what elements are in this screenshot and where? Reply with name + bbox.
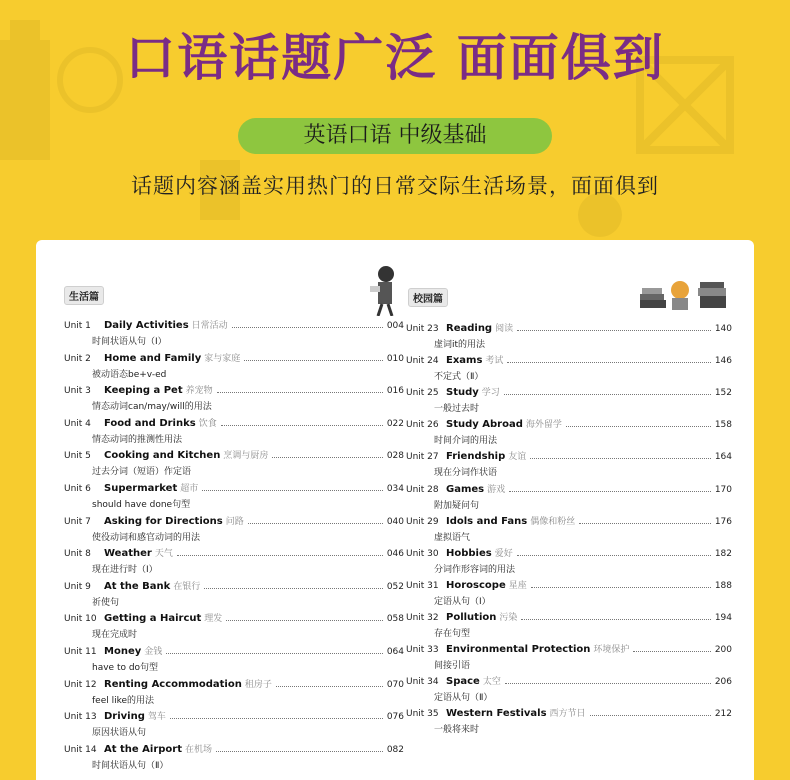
toc-entry xyxy=(64,611,404,643)
topic-english: Idols and Fans xyxy=(446,515,528,527)
topic-chinese: 养宠物 xyxy=(185,386,213,397)
page-number: 058 xyxy=(386,614,404,625)
topic-chinese: 友谊 xyxy=(508,452,527,463)
topic-english: Food and Drinks xyxy=(104,417,196,429)
topic-english: Home and Family xyxy=(104,352,202,364)
leader-dots xyxy=(248,515,383,524)
toc-entry-heading xyxy=(406,385,732,401)
topic-english: Asking for Directions xyxy=(104,515,223,527)
leader-dots xyxy=(507,354,710,363)
leader-dots xyxy=(272,449,382,458)
topic-english: Study Abroad xyxy=(446,419,523,431)
toc-entry-heading xyxy=(64,318,404,334)
toc-entry-heading xyxy=(406,546,732,562)
topic-english: Weather xyxy=(104,548,152,560)
grammar-point: 附加疑问句 xyxy=(434,500,480,511)
page-number: 076 xyxy=(386,712,404,723)
toc-entry-heading xyxy=(406,610,732,626)
leader-dots xyxy=(633,643,710,652)
leader-dots xyxy=(590,707,711,716)
leader-dots xyxy=(166,645,383,654)
page-number: 212 xyxy=(714,709,732,720)
toc-entry-heading xyxy=(64,546,404,562)
topic-chinese: 偶像和粉丝 xyxy=(530,516,576,527)
topic-english: Environmental Protection xyxy=(446,644,591,655)
page-number: 016 xyxy=(386,386,404,397)
page-number: 046 xyxy=(386,549,404,560)
toc-entry xyxy=(64,644,404,676)
leader-dots xyxy=(226,612,383,621)
topic-english: Reading xyxy=(446,323,493,334)
leader-dots xyxy=(521,611,710,620)
topic-chinese: 在银行 xyxy=(173,581,201,592)
grammar-point: 现在进行时（Ⅰ） xyxy=(92,565,158,576)
topic-english: Hobbies xyxy=(446,547,492,559)
unit-number: Unit 33 xyxy=(406,645,439,655)
grammar-point: 祈使句 xyxy=(92,597,120,608)
unit-number: Unit 5 xyxy=(64,451,91,462)
grammar-point: 时间状语从句（Ⅱ） xyxy=(92,760,169,771)
leader-dots xyxy=(232,319,383,328)
toc-entry xyxy=(64,546,404,578)
topic-chinese: 家与家庭 xyxy=(204,353,241,364)
topic-chinese: 日常活动 xyxy=(191,321,228,331)
topic-english: Western Festivals xyxy=(446,708,547,720)
page-number: 158 xyxy=(714,420,732,431)
topic-english: Horoscope xyxy=(446,579,506,591)
grammar-point: 情态动词can/may/will的用法 xyxy=(92,402,212,413)
toc-entry-heading xyxy=(64,709,404,725)
topic-english: Cooking and Kitchen xyxy=(104,450,221,462)
leader-dots xyxy=(531,579,711,588)
page-number: 022 xyxy=(386,418,404,429)
toc-entry xyxy=(64,709,404,741)
topic-chinese: 阅读 xyxy=(495,324,514,334)
topic-chinese: 超市 xyxy=(180,484,199,494)
grammar-point: 存在句型 xyxy=(434,628,471,639)
topic-chinese: 理发 xyxy=(204,614,223,625)
leader-dots xyxy=(170,710,383,719)
grammar-point: 虚词it的用法 xyxy=(434,340,486,350)
grammar-point: 定语从句（Ⅰ） xyxy=(434,596,491,607)
topic-english: Renting Accommodation xyxy=(104,678,242,690)
grammar-point: 时间介词的用法 xyxy=(434,436,498,447)
page-number: 194 xyxy=(714,612,732,623)
leader-dots xyxy=(579,515,711,524)
description: 话题内容涵盖实用热门的日常交际生活场景，面面俱到 xyxy=(131,174,659,198)
leader-dots xyxy=(276,678,383,687)
toc-entry xyxy=(64,677,404,709)
toc-entry xyxy=(406,674,732,706)
topic-english: Money xyxy=(104,646,142,657)
topic-english: Space xyxy=(446,676,480,688)
leader-dots xyxy=(244,352,383,361)
unit-number: Unit 3 xyxy=(64,386,91,397)
topic-english: Study xyxy=(446,387,479,399)
leader-dots xyxy=(177,547,383,556)
leader-dots xyxy=(517,547,711,556)
section-tag-life: 生活篇 xyxy=(64,286,104,305)
unit-number: Unit 30 xyxy=(406,548,439,559)
topic-chinese: 环境保护 xyxy=(593,645,630,655)
toc-entry xyxy=(406,642,732,674)
topic-chinese: 问路 xyxy=(225,516,244,527)
toc-entry-heading xyxy=(406,321,732,337)
grammar-point: 定语从句（Ⅱ） xyxy=(434,693,493,704)
topic-chinese: 星座 xyxy=(508,580,527,591)
unit-number: Unit 14 xyxy=(64,744,97,755)
grammar-point: 使役动词和感官动词的用法 xyxy=(92,532,201,543)
leader-dots xyxy=(530,450,711,459)
toc-entry xyxy=(406,482,732,514)
unit-number: Unit 27 xyxy=(406,452,439,463)
toc-entry xyxy=(406,321,732,353)
leader-dots xyxy=(517,322,711,331)
page-number: 028 xyxy=(386,451,404,462)
toc-entry-heading xyxy=(406,353,732,369)
leader-dots xyxy=(217,384,383,393)
leader-dots xyxy=(505,675,711,684)
grammar-point: 虚拟语气 xyxy=(434,532,471,543)
toc-entry-heading xyxy=(64,514,404,530)
topic-chinese: 租房子 xyxy=(244,679,272,690)
toc-entry-heading xyxy=(64,383,404,399)
toc-entry xyxy=(64,448,404,480)
toc-entry-heading xyxy=(406,417,732,433)
toc-entry xyxy=(406,610,732,642)
toc-entry xyxy=(406,385,732,417)
grammar-point: 一般过去时 xyxy=(434,404,480,415)
toc-entry-heading xyxy=(64,677,404,693)
topic-chinese: 驾车 xyxy=(147,712,166,723)
grammar-point: 现在完成时 xyxy=(92,630,138,641)
grammar-point: 间接引语 xyxy=(434,661,471,671)
grammar-point: 原因状语从句 xyxy=(92,728,147,739)
unit-number: Unit 1 xyxy=(64,321,91,331)
page-number: 140 xyxy=(714,324,732,334)
toc-entry-heading xyxy=(406,642,732,658)
toc-entry xyxy=(406,578,732,610)
page-number: 004 xyxy=(386,321,404,331)
page-number: 176 xyxy=(714,516,732,527)
unit-number: Unit 34 xyxy=(406,677,439,688)
unit-number: Unit 9 xyxy=(64,581,91,592)
page-number: 170 xyxy=(714,484,732,495)
unit-number: Unit 2 xyxy=(64,353,91,364)
unit-number: Unit 25 xyxy=(406,388,439,399)
toc-entry xyxy=(64,383,404,415)
grammar-point: should have done句型 xyxy=(92,500,191,510)
page-title: 口语话题广泛 面面俱到 xyxy=(125,29,665,87)
topic-english: Daily Activities xyxy=(104,320,189,331)
topic-chinese: 烹调与厨房 xyxy=(223,451,269,462)
topic-english: Keeping a Pet xyxy=(104,385,183,397)
character-illustration xyxy=(364,264,404,316)
page-number: 052 xyxy=(386,581,404,592)
page-number: 146 xyxy=(714,356,732,367)
topic-chinese: 在机场 xyxy=(185,744,213,755)
unit-number: Unit 10 xyxy=(64,614,97,625)
unit-number: Unit 7 xyxy=(64,516,91,527)
leader-dots xyxy=(221,417,383,426)
topic-english: At the Bank xyxy=(104,580,171,592)
page-number: 070 xyxy=(386,679,404,690)
toc-entry-heading xyxy=(64,351,404,367)
leader-dots xyxy=(509,483,711,492)
contents-panel xyxy=(36,240,754,780)
topic-chinese: 西方节日 xyxy=(549,709,586,720)
toc-entry-heading xyxy=(406,578,732,594)
leader-dots xyxy=(216,743,383,752)
grammar-point: 过去分词（短语）作定语 xyxy=(92,467,192,478)
unit-number: Unit 26 xyxy=(406,420,439,431)
leader-dots xyxy=(566,418,711,427)
page-number: 034 xyxy=(386,484,404,494)
grammar-point: have to do句型 xyxy=(92,663,159,673)
unit-number: Unit 11 xyxy=(64,647,97,657)
unit-number: Unit 12 xyxy=(64,679,97,690)
unit-number: Unit 29 xyxy=(406,516,439,527)
topic-chinese: 考试 xyxy=(485,356,504,367)
page-number: 182 xyxy=(714,548,732,559)
topic-chinese: 金钱 xyxy=(144,647,163,657)
page-number: 040 xyxy=(386,516,404,527)
page-number: 206 xyxy=(714,677,732,688)
toc-entry xyxy=(64,416,404,448)
toc-entry xyxy=(64,318,404,350)
topic-chinese: 海外留学 xyxy=(525,420,562,431)
grammar-point: 分词作形容词的用法 xyxy=(434,564,516,575)
leader-dots xyxy=(504,386,711,395)
toc-entry xyxy=(64,514,404,546)
topic-english: Driving xyxy=(104,711,145,723)
toc-entry-heading xyxy=(406,449,732,465)
page-number: 064 xyxy=(386,647,404,657)
grammar-point: feel like的用法 xyxy=(92,695,155,706)
topic-chinese: 太空 xyxy=(482,677,501,688)
toc-entry xyxy=(406,417,732,449)
toc-entry xyxy=(64,579,404,611)
grammar-point: 时间状语从句（Ⅰ） xyxy=(92,337,167,347)
grammar-point: 一般将来时 xyxy=(434,725,480,736)
unit-number: Unit 28 xyxy=(406,484,439,495)
topic-english: Exams xyxy=(446,355,483,367)
unit-number: Unit 35 xyxy=(406,709,439,720)
toc-entry-heading xyxy=(64,481,404,497)
topic-english: Friendship xyxy=(446,451,506,463)
page-number: 082 xyxy=(386,744,404,755)
section-tag-campus: 校园篇 xyxy=(408,288,448,307)
topic-chinese: 爱好 xyxy=(494,548,513,559)
topic-chinese: 学习 xyxy=(481,388,500,399)
unit-number: Unit 32 xyxy=(406,612,439,623)
toc-entry xyxy=(406,449,732,481)
toc-entry xyxy=(406,514,732,546)
toc-entry-heading xyxy=(406,514,732,530)
unit-number: Unit 23 xyxy=(406,324,439,334)
toc-entry-heading xyxy=(64,448,404,464)
leader-dots xyxy=(204,580,382,589)
subtitle-pill: 英语口语 中级基础 xyxy=(238,118,552,154)
toc-entry xyxy=(406,706,732,738)
grammar-point: 被动语态be+v-ed xyxy=(92,369,167,380)
grammar-point: 现在分词作状语 xyxy=(434,468,498,479)
toc-entry-heading xyxy=(64,611,404,627)
topic-english: Getting a Haircut xyxy=(104,613,202,625)
unit-number: Unit 8 xyxy=(64,549,91,560)
topic-english: Supermarket xyxy=(104,483,178,494)
topic-english: Games xyxy=(446,483,485,495)
topic-chinese: 天气 xyxy=(154,549,173,560)
toc-entry-heading xyxy=(406,482,732,498)
toc-entry xyxy=(64,351,404,383)
toc-entry-heading xyxy=(64,416,404,432)
toc-entry-heading xyxy=(64,579,404,595)
page-number: 010 xyxy=(386,353,404,364)
toc-entry-heading xyxy=(64,644,404,660)
page-number: 188 xyxy=(714,580,732,591)
topic-chinese: 污染 xyxy=(499,612,518,623)
topic-chinese: 饮食 xyxy=(198,418,217,429)
unit-number: Unit 24 xyxy=(406,356,439,367)
topic-english: At the Airport xyxy=(104,743,183,755)
unit-number: Unit 31 xyxy=(406,580,439,591)
page-number: 152 xyxy=(714,388,732,399)
toc-entry-heading xyxy=(406,674,732,690)
grammar-point: 情态动词的推测性用法 xyxy=(92,434,183,445)
page-number: 164 xyxy=(714,452,732,463)
topic-english: Pollution xyxy=(446,611,497,623)
leader-dots xyxy=(202,482,383,491)
toc-entry xyxy=(406,353,732,385)
grammar-point: 不定式（Ⅱ） xyxy=(434,372,484,383)
toc-entry xyxy=(64,742,404,774)
unit-number: Unit 13 xyxy=(64,712,97,723)
unit-number: Unit 6 xyxy=(64,484,91,494)
toc-entry xyxy=(64,481,404,513)
toc-entry xyxy=(406,546,732,578)
toc-entry-heading xyxy=(64,742,404,758)
books-illustration xyxy=(640,276,730,310)
unit-number: Unit 4 xyxy=(64,418,91,429)
page-number: 200 xyxy=(714,645,732,655)
topic-chinese: 游戏 xyxy=(487,484,506,495)
toc-entry-heading xyxy=(406,706,732,722)
